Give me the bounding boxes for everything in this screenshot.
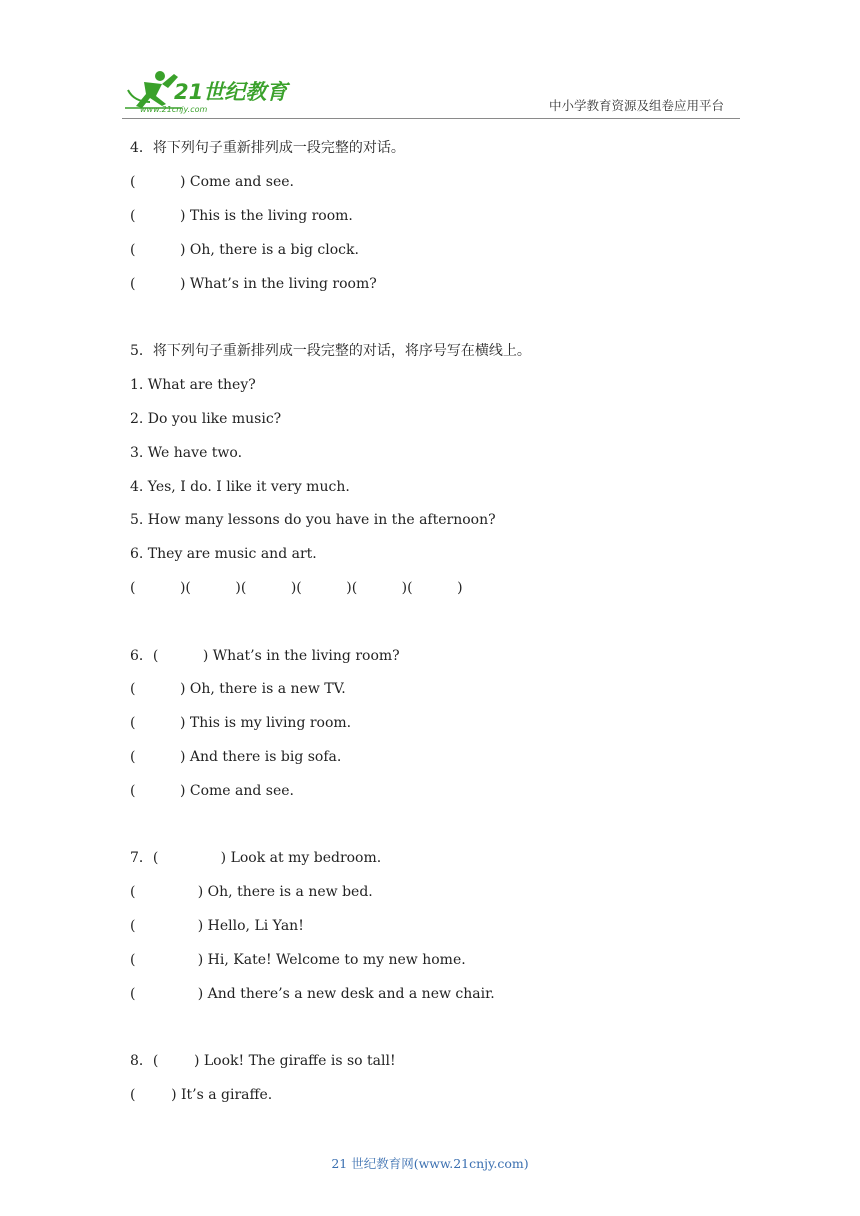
header-divider xyxy=(122,118,740,119)
q4-line: ( ) This is the living room. xyxy=(130,208,353,224)
q5-line: 4. Yes, I do. I like it very much. xyxy=(130,479,350,495)
q7-line: ( ) Hi, Kate! Welcome to my new home. xyxy=(130,952,466,968)
q5-line: 6. They are music and art. xyxy=(130,546,317,562)
q6-line: ( ) Oh, there is a new TV. xyxy=(130,681,346,697)
q5-line: 5. How many lessons do you have in the afternoon? xyxy=(130,512,496,528)
svg-text:21世纪教育: 21世纪教育 xyxy=(174,80,288,104)
q4-line: ( ) Come and see. xyxy=(130,174,295,190)
footer-link[interactable]: 21 世纪教育网(www.21cnjy.com) xyxy=(331,1156,529,1171)
q7-line: ( ) Oh, there is a new bed. xyxy=(130,884,373,900)
q6-title: 6．( ) What’s in the living room? xyxy=(130,648,400,664)
q8-line: ( ) It’s a giraffe. xyxy=(130,1087,273,1103)
q5-line: 1. What are they? xyxy=(130,377,256,393)
site-logo xyxy=(122,68,292,114)
q4-title: 4．将下列句子重新排列成一段完整的对话。 xyxy=(130,140,405,156)
runner-logo-icon xyxy=(122,68,292,114)
q8-title: 8．( ) Look! The giraffe is so tall! xyxy=(130,1053,396,1069)
q5-answer-blanks: ( )( )( )( )( )( ) xyxy=(130,580,463,596)
q7-line: ( ) Hello, Li Yan! xyxy=(130,918,304,934)
q7-line: ( ) And there’s a new desk and a new chair. xyxy=(130,986,495,1002)
q6-line: ( ) This is my living room. xyxy=(130,715,352,731)
platform-tagline: 中小学教育资源及组卷应用平台 xyxy=(549,98,725,113)
q6-line: ( ) Come and see. xyxy=(130,783,295,799)
q6-line: ( ) And there is big sofa. xyxy=(130,749,342,765)
q4-line: ( ) Oh, there is a big clock. xyxy=(130,242,359,258)
svg-text:www.21cnjy.com: www.21cnjy.com xyxy=(140,105,208,114)
q5-line: 3. We have two. xyxy=(130,445,243,461)
q7-title: 7．( ) Look at my bedroom. xyxy=(130,850,382,866)
q4-line: ( ) What’s in the living room? xyxy=(130,276,377,292)
q5-line: 2. Do you like music? xyxy=(130,411,282,427)
q5-title: 5．将下列句子重新排列成一段完整的对话，将序号写在横线上。 xyxy=(130,343,531,359)
